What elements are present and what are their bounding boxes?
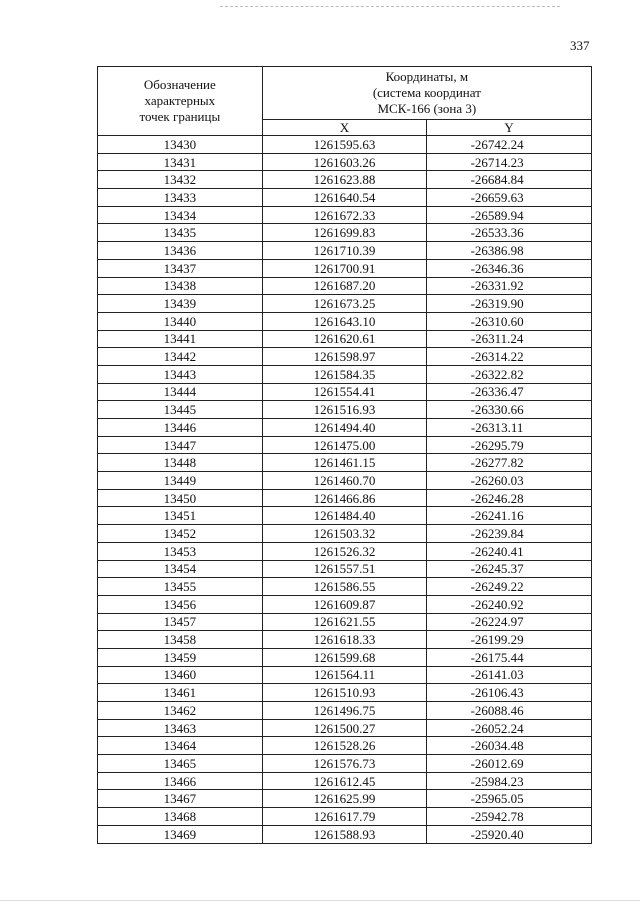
y-column-header: Y (427, 120, 592, 136)
x-cell: 1261510.93 (262, 684, 427, 702)
scan-bottom-edge (0, 900, 640, 901)
table-row (98, 631, 592, 649)
point-cell: 13445 (98, 401, 263, 419)
x-column-header: X (262, 120, 427, 136)
table-row (98, 348, 592, 366)
point-cell: 13438 (98, 277, 263, 295)
y-cell: -26249.22 (427, 578, 592, 596)
table-row (98, 454, 592, 472)
coords-header-line: МСК-166 (зона 3) (377, 101, 477, 116)
table-row (98, 825, 592, 843)
table-row (98, 613, 592, 631)
table-row (98, 189, 592, 207)
table-row (98, 489, 592, 507)
table-row (98, 436, 592, 454)
x-cell: 1261700.91 (262, 259, 427, 277)
x-cell: 1261643.10 (262, 312, 427, 330)
x-cell: 1261618.33 (262, 631, 427, 649)
y-cell: -26260.03 (427, 472, 592, 490)
x-cell: 1261516.93 (262, 401, 427, 419)
x-cell: 1261710.39 (262, 242, 427, 260)
point-cell: 13461 (98, 684, 263, 702)
table-row (98, 808, 592, 826)
point-cell: 13448 (98, 454, 263, 472)
point-cell: 13462 (98, 702, 263, 720)
x-cell: 1261623.88 (262, 171, 427, 189)
x-cell: 1261496.75 (262, 702, 427, 720)
y-cell: -26386.98 (427, 242, 592, 260)
y-cell: -26240.92 (427, 595, 592, 613)
x-cell: 1261466.86 (262, 489, 427, 507)
table-row (98, 365, 592, 383)
table-row (98, 295, 592, 313)
table-row (98, 755, 592, 773)
table-row (98, 259, 592, 277)
x-cell: 1261528.26 (262, 737, 427, 755)
y-cell: -26330.66 (427, 401, 592, 419)
point-cell: 13469 (98, 825, 263, 843)
point-cell: 13443 (98, 365, 263, 383)
x-cell: 1261586.55 (262, 578, 427, 596)
x-cell: 1261503.32 (262, 525, 427, 543)
x-cell: 1261687.20 (262, 277, 427, 295)
point-cell: 13454 (98, 560, 263, 578)
x-cell: 1261494.40 (262, 419, 427, 437)
table-row (98, 702, 592, 720)
point-cell: 13456 (98, 595, 263, 613)
x-cell: 1261584.35 (262, 365, 427, 383)
table-row (98, 312, 592, 330)
x-cell: 1261640.54 (262, 189, 427, 207)
point-cell: 13468 (98, 808, 263, 826)
point-cell: 13450 (98, 489, 263, 507)
x-cell: 1261461.15 (262, 454, 427, 472)
table-row (98, 772, 592, 790)
point-column-header (98, 67, 263, 136)
table-row (98, 719, 592, 737)
y-cell: -26310.60 (427, 312, 592, 330)
scan-edge-line (220, 6, 560, 7)
point-cell: 13449 (98, 472, 263, 490)
coordinates-column-header (262, 67, 591, 120)
point-cell: 13460 (98, 666, 263, 684)
x-cell: 1261576.73 (262, 755, 427, 773)
y-cell: -26239.84 (427, 525, 592, 543)
point-cell: 13432 (98, 171, 263, 189)
x-cell: 1261598.97 (262, 348, 427, 366)
point-cell: 13453 (98, 542, 263, 560)
y-cell: -26742.24 (427, 136, 592, 154)
point-cell: 13446 (98, 419, 263, 437)
point-cell: 13458 (98, 631, 263, 649)
y-cell: -26241.16 (427, 507, 592, 525)
point-cell: 13431 (98, 153, 263, 171)
point-cell: 13439 (98, 295, 263, 313)
y-cell: -26319.90 (427, 295, 592, 313)
y-cell: -26246.28 (427, 489, 592, 507)
y-cell: -26295.79 (427, 436, 592, 454)
y-cell: -25965.05 (427, 790, 592, 808)
y-cell: -26589.94 (427, 206, 592, 224)
y-cell: -26012.69 (427, 755, 592, 773)
point-cell: 13442 (98, 348, 263, 366)
y-cell: -26322.82 (427, 365, 592, 383)
table-row (98, 525, 592, 543)
point-cell: 13457 (98, 613, 263, 631)
y-cell: -26331.92 (427, 277, 592, 295)
table-row (98, 790, 592, 808)
point-cell: 13464 (98, 737, 263, 755)
y-cell: -26336.47 (427, 383, 592, 401)
y-cell: -26659.63 (427, 189, 592, 207)
point-cell: 13433 (98, 189, 263, 207)
point-cell: 13435 (98, 224, 263, 242)
table-row (98, 737, 592, 755)
x-cell: 1261595.63 (262, 136, 427, 154)
point-cell: 13436 (98, 242, 263, 260)
x-cell: 1261673.25 (262, 295, 427, 313)
x-cell: 1261672.33 (262, 206, 427, 224)
y-cell: -26141.03 (427, 666, 592, 684)
x-cell: 1261699.83 (262, 224, 427, 242)
x-cell: 1261564.11 (262, 666, 427, 684)
point-header-line: Обозначение (143, 77, 216, 92)
table-body (98, 136, 592, 844)
table-row (98, 560, 592, 578)
y-cell: -26346.36 (427, 259, 592, 277)
page-number: 337 (570, 38, 590, 53)
y-cell: -26106.43 (427, 684, 592, 702)
coordinates-table (97, 66, 592, 844)
table-row (98, 136, 592, 154)
x-cell: 1261475.00 (262, 436, 427, 454)
x-cell: 1261612.45 (262, 772, 427, 790)
coords-header-line: Координаты, м (385, 69, 469, 84)
table-row (98, 224, 592, 242)
x-cell: 1261625.99 (262, 790, 427, 808)
point-header-line: точек границы (139, 109, 221, 124)
y-cell: -25920.40 (427, 825, 592, 843)
x-cell: 1261484.40 (262, 507, 427, 525)
y-cell: -26088.46 (427, 702, 592, 720)
x-cell: 1261621.55 (262, 613, 427, 631)
y-cell: -26311.24 (427, 330, 592, 348)
point-cell: 13434 (98, 206, 263, 224)
y-cell: -26052.24 (427, 719, 592, 737)
table-row (98, 206, 592, 224)
x-cell: 1261500.27 (262, 719, 427, 737)
table-row (98, 401, 592, 419)
point-cell: 13430 (98, 136, 263, 154)
y-cell: -26313.11 (427, 419, 592, 437)
table-row (98, 507, 592, 525)
x-cell: 1261603.26 (262, 153, 427, 171)
y-cell: -26175.44 (427, 648, 592, 666)
table-row (98, 153, 592, 171)
table-row (98, 277, 592, 295)
y-cell: -26277.82 (427, 454, 592, 472)
point-cell: 13463 (98, 719, 263, 737)
x-cell: 1261599.68 (262, 648, 427, 666)
y-cell: -26034.48 (427, 737, 592, 755)
table-row (98, 383, 592, 401)
y-cell: -26684.84 (427, 171, 592, 189)
y-cell: -26245.37 (427, 560, 592, 578)
x-cell: 1261588.93 (262, 825, 427, 843)
point-cell: 13452 (98, 525, 263, 543)
y-cell: -26224.97 (427, 613, 592, 631)
point-cell: 13459 (98, 648, 263, 666)
table-row (98, 242, 592, 260)
point-cell: 13447 (98, 436, 263, 454)
table-row (98, 542, 592, 560)
x-cell: 1261620.61 (262, 330, 427, 348)
x-cell: 1261554.41 (262, 383, 427, 401)
point-cell: 13466 (98, 772, 263, 790)
coords-header-line: (система координат (372, 85, 481, 100)
point-cell: 13440 (98, 312, 263, 330)
table-row (98, 578, 592, 596)
point-cell: 13465 (98, 755, 263, 773)
y-cell: -26314.22 (427, 348, 592, 366)
table-row (98, 472, 592, 490)
y-cell: -26240.41 (427, 542, 592, 560)
x-cell: 1261617.79 (262, 808, 427, 826)
point-cell: 13437 (98, 259, 263, 277)
table-row (98, 666, 592, 684)
x-cell: 1261460.70 (262, 472, 427, 490)
point-cell: 13455 (98, 578, 263, 596)
table-row (98, 330, 592, 348)
table-row (98, 171, 592, 189)
table-row (98, 684, 592, 702)
table-row (98, 595, 592, 613)
x-cell: 1261526.32 (262, 542, 427, 560)
y-cell: -26714.23 (427, 153, 592, 171)
y-cell: -26199.29 (427, 631, 592, 649)
point-cell: 13451 (98, 507, 263, 525)
x-cell: 1261609.87 (262, 595, 427, 613)
x-cell: 1261557.51 (262, 560, 427, 578)
y-cell: -25942.78 (427, 808, 592, 826)
point-cell: 13444 (98, 383, 263, 401)
table-row (98, 419, 592, 437)
point-cell: 13441 (98, 330, 263, 348)
table-row (98, 648, 592, 666)
y-cell: -25984.23 (427, 772, 592, 790)
y-cell: -26533.36 (427, 224, 592, 242)
point-header-line: характерных (144, 93, 216, 108)
point-cell: 13467 (98, 790, 263, 808)
